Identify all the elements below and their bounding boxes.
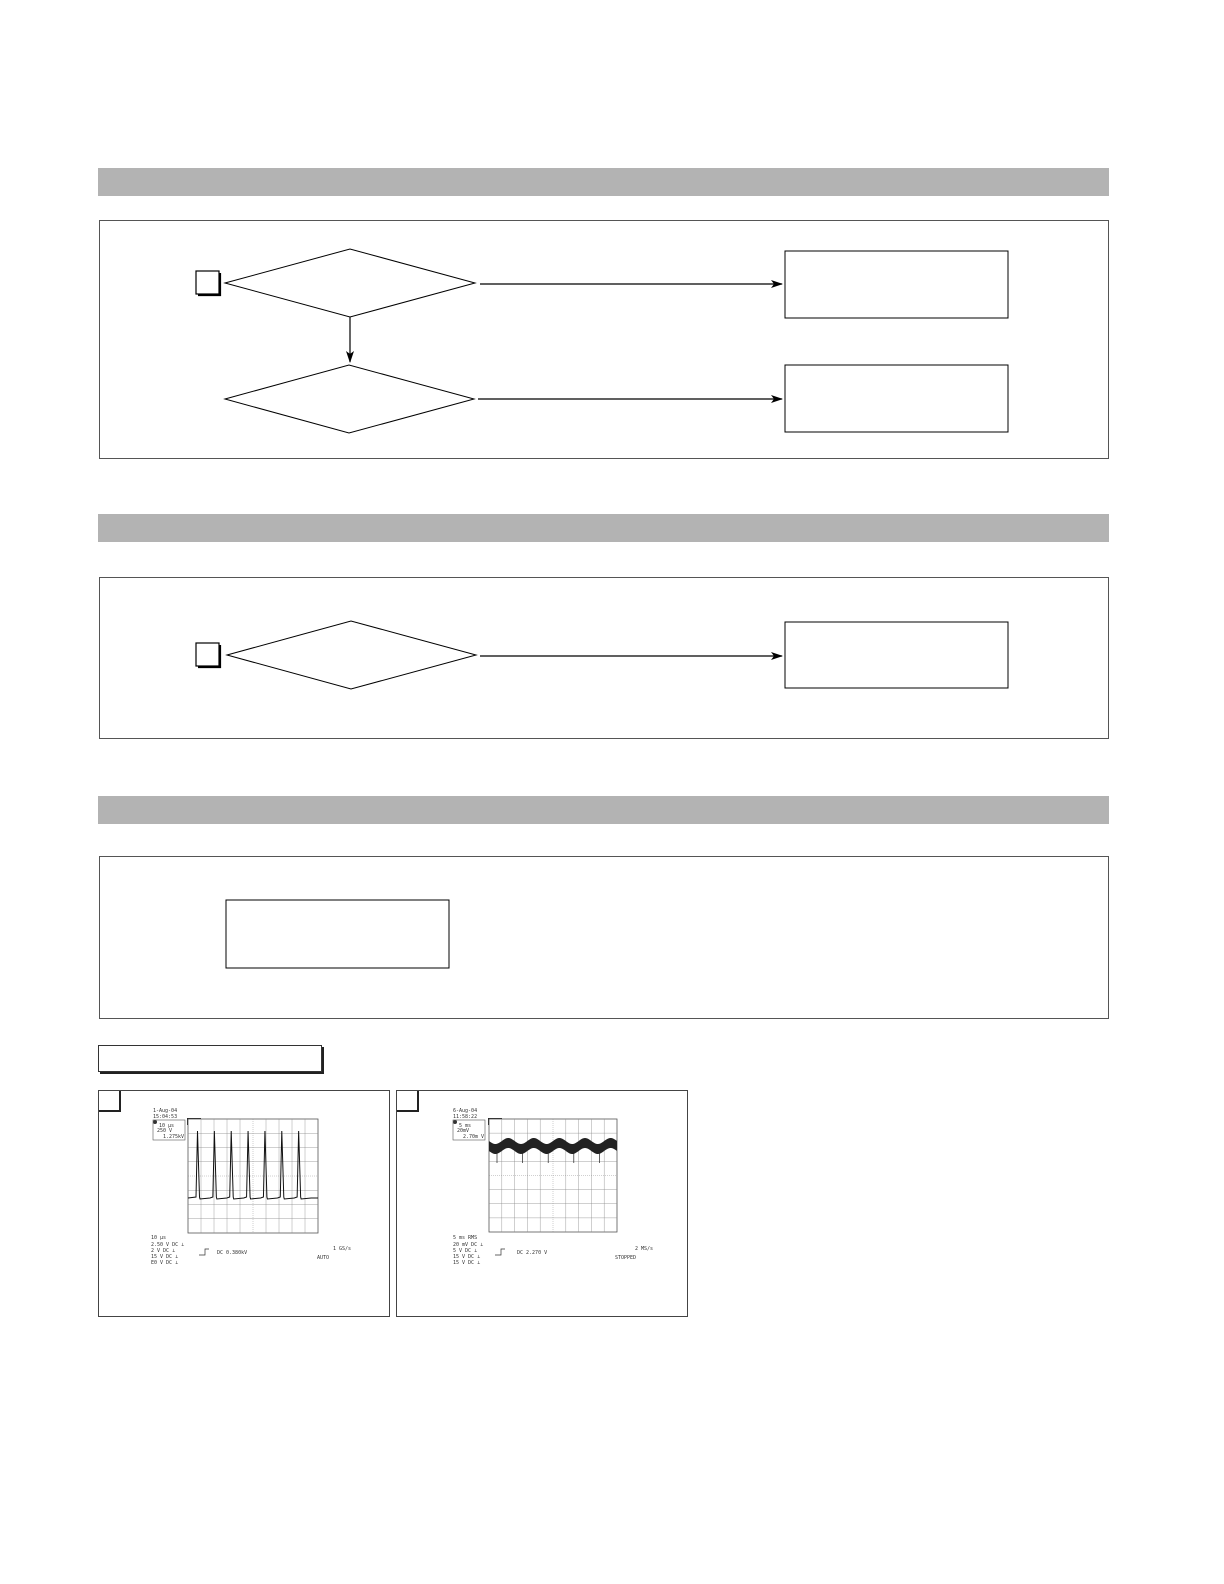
scope-1-readout-1: 10 µs xyxy=(159,1123,175,1129)
scope-1-readout-3: 1.275kV xyxy=(163,1134,185,1140)
scope-2-readout-2: 20mV xyxy=(457,1128,470,1134)
scope-2-readout-1: 5 ms xyxy=(459,1123,472,1129)
scope-2-channel-dot xyxy=(453,1120,457,1124)
scope-1-footer-2: 2.50 V DC ⊥ xyxy=(151,1242,185,1248)
result-box-2a xyxy=(785,622,1008,688)
scope-1-date: 1-Aug-04 xyxy=(153,1108,178,1114)
scope-1-time: 15:04:53 xyxy=(153,1114,178,1120)
scope-1-footer-5: E0 V DC ⊥ xyxy=(151,1260,179,1266)
scope-2-grid xyxy=(489,1119,617,1232)
step-marker-1a xyxy=(196,271,220,295)
scope-1-trigger: DC 0.380kV xyxy=(217,1250,248,1256)
scope-2-trigger: DC 2.270 V xyxy=(517,1250,548,1256)
scope-2-trigger-symbol xyxy=(495,1249,505,1255)
scope-1-footer-4: 15 V DC ⊥ xyxy=(151,1254,179,1260)
scope-1-footer-3: 2 V DC ⊥ xyxy=(151,1248,176,1254)
scope-2-tag xyxy=(397,1091,419,1112)
decision-diamond-1b xyxy=(225,365,474,433)
scope-1-trigger-symbol xyxy=(199,1249,209,1255)
scope-1-footer-1: 10 µs xyxy=(151,1235,167,1241)
scope-2-mode: STOPPED xyxy=(615,1255,637,1261)
oscilloscope-capture-2 xyxy=(396,1090,688,1317)
scope-2-time: 11:58:22 xyxy=(453,1114,478,1120)
result-box-1a xyxy=(785,251,1008,318)
scope-1-screen xyxy=(99,1091,390,1317)
scope-2-screen xyxy=(397,1091,688,1317)
result-box-3a xyxy=(226,900,449,968)
decision-diamond-1a xyxy=(225,249,475,317)
scope-1-channel-dot xyxy=(153,1120,157,1124)
waveforms-label xyxy=(98,1045,322,1072)
scope-2-date: 6-Aug-04 xyxy=(453,1108,478,1114)
oscilloscope-capture-1 xyxy=(98,1090,390,1317)
scope-2-footer-2: 20 mV DC ⊥ xyxy=(453,1242,484,1248)
scope-2-readout-3: 2.70m V xyxy=(463,1134,485,1140)
scope-2-footer-1: 5 ms RMS xyxy=(453,1235,478,1241)
scope-1-rate: 1 GS/s xyxy=(333,1246,352,1252)
scope-2-footer-5: 15 V DC ⊥ xyxy=(453,1260,481,1266)
scope-2-rate: 2 MS/s xyxy=(635,1246,654,1252)
scope-1-mode: AUTO xyxy=(317,1255,330,1261)
scope-1-readout-2: 250 V xyxy=(157,1128,173,1134)
step-marker-2a xyxy=(196,643,220,667)
scope-2-footer-3: 5 V DC ⊥ xyxy=(453,1248,478,1254)
result-box-1b xyxy=(785,365,1008,432)
decision-diamond-2a xyxy=(227,621,476,689)
scope-2-footer-4: 15 V DC ⊥ xyxy=(453,1254,481,1260)
scope-1-tag xyxy=(99,1091,121,1112)
